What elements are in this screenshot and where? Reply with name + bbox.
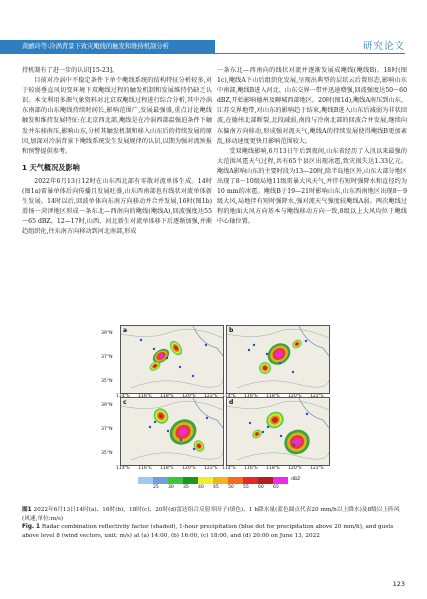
colorbar-segment bbox=[273, 477, 288, 484]
radar-map-panel-b bbox=[226, 325, 330, 394]
colorbar-segment bbox=[243, 477, 258, 484]
paragraph: 受双飑线影响,6月13日午后到夜间,山东省经历了入汛以来最强的大范围风雹天气过程,共有65个县区出现冰雹,致灾损失达1.33亿元。飑线A影响山东的主要时段为13—20时,除半岛地区外,山东大部分地区出现了8～10级局地11级雷暴大风天气,并伴有短时强降水和直径约为10 mm的冰雹。飑线B于19—21时影响山东,山东西南地区出现8～9级大风,局地伴有短时强降水,强对流天气强度较飑线A弱。两次飑线过程的地面大风方向基本与飑线移动方向一致,8级以上大风均位于飑线中心轴位置。 bbox=[217, 147, 407, 226]
longitude-tick: 114°E bbox=[222, 394, 236, 399]
caption-text: Radar combination reflectivity factor (shaded), 1-hour precipitation (blue dot for precipitation above 20 mm/h), and gusts above level 8 (wind vectors, unit: m/s) at (a) 14:00, (b) 16:00, (c) 18:00, and (d) 20:00 on June 13, 2022 bbox=[22, 524, 394, 539]
caption-label: Fig. 1 bbox=[22, 524, 41, 531]
latitude-tick: 39°N bbox=[101, 403, 113, 408]
header-rule bbox=[215, 53, 405, 54]
left-column bbox=[22, 66, 212, 237]
longitude-tick: 118°E bbox=[266, 466, 280, 471]
radar-map-panel-c bbox=[120, 397, 224, 466]
panel-label: b bbox=[229, 327, 234, 334]
colorbar-tick: 60 bbox=[258, 485, 264, 490]
colorbar-tick: 50 bbox=[228, 485, 234, 490]
colorbar-tick: 25 bbox=[153, 485, 159, 490]
paragraph: 目前对冷涡中不稳定条件下单个飑线系统的结构特征分析较多,对于较弱垂直风切变环境下双飑线过程的触发机制和发展维持仍缺乏认识。本文利用多源气象资料对北京双飑线过程进行综合分析,其中冷涡东南部的山东飑线持续时间长,影响范围广,发展最强盛,重点讨论飑线触发和维持发展特征:在北京西北部,飑线是在冷涡西部温强迫条件下触发并东移南压,影响山东,分析其触发机制和移入山东后的持续发展的原因,加深对冷涡背景下飑线系统发生发展规律的认识,以期为强对流预报和预警提供参考。 bbox=[22, 77, 212, 155]
longitude-tick: 114°E bbox=[222, 466, 236, 471]
running-title: 黄鹂玲等:冷涡背景下致灾飑线的触发和维持机制分析 bbox=[22, 43, 169, 50]
colorbar-unit: dBZ bbox=[291, 477, 301, 482]
colorbar-segment bbox=[213, 477, 228, 484]
caption-chinese bbox=[22, 506, 405, 523]
panel-label: d bbox=[229, 399, 234, 406]
longitude-tick: 116°E bbox=[138, 466, 152, 471]
colorbar-tick: 45 bbox=[213, 485, 219, 490]
colorbar-tick: 40 bbox=[198, 485, 204, 490]
figure-caption bbox=[22, 506, 405, 540]
right-column bbox=[217, 66, 407, 228]
longitude-tick: 116°E bbox=[244, 466, 258, 471]
longitude-tick: 122°E bbox=[204, 466, 218, 471]
colorbar-segment bbox=[168, 477, 183, 484]
latitude-tick: 35°N bbox=[101, 379, 113, 384]
longitude-tick: 120°E bbox=[288, 466, 302, 471]
colorbar-segment bbox=[153, 477, 168, 484]
page-number: 123 bbox=[392, 580, 405, 588]
longitude-tick: 122°E bbox=[310, 394, 324, 399]
colorbar-tick: 55 bbox=[243, 485, 249, 490]
section-tag: 研究论文 bbox=[362, 41, 405, 52]
colorbar-tick: 35 bbox=[183, 485, 189, 490]
longitude-tick: 122°E bbox=[204, 394, 218, 399]
longitude-tick: 118°E bbox=[160, 466, 174, 471]
longitude-tick: 118°E bbox=[160, 394, 174, 399]
paragraph: 持机制有了进一步的认识[15-23]。 bbox=[22, 67, 119, 74]
colorbar-ticks bbox=[134, 485, 294, 493]
longitude-tick: 114°E bbox=[116, 394, 130, 399]
radar-figure bbox=[98, 325, 330, 500]
colorbar-segment bbox=[258, 477, 273, 484]
longitude-tick: 116°E bbox=[244, 394, 258, 399]
caption-english bbox=[22, 523, 405, 540]
caption-text: 2022年6月13日14时(a)、16时(b)、18时(c)、20时(d)雷达组合反射率因子(填色)、1 h降水量(蓝色圆点代表20 mm/h以上降水)及8级以上阵风(风速,单位:m/s) bbox=[22, 507, 400, 522]
longitude-tick: 120°E bbox=[182, 394, 196, 399]
caption-label: 图1 bbox=[22, 507, 32, 513]
longitude-tick: 120°E bbox=[288, 394, 302, 399]
latitude-tick: 35°N bbox=[101, 451, 113, 456]
latitude-tick: 37°N bbox=[101, 427, 113, 432]
latitude-tick: 39°N bbox=[101, 331, 113, 336]
section-heading: 1 天气概况及影响 bbox=[22, 162, 80, 172]
panel-label: c bbox=[123, 399, 127, 406]
paragraph: 一条东北—西南向的线状对流并逐渐发展成飑线(飑线B)。18时(图1c),飑线A下山后组织化发展,呈现出典型的层状云后置形态,影响山东中南部,飑线B进入河北、山东交界一带并迅速增强,回波强度达50～60 dBZ,开始影响德州及聊城西部地区。20时(图1d),飑线A南压到山东、江苏交界地带,对山东的影响趋于结束,飑线B进入山东后减弱为非状回波,在德州北部断裂,北段减弱,南段与冷南北部的回波合并发展,继续向东偏南方向移动,形成强对流天气,飑线A的持续发展使得飑线B更加紊乱,移动速度更快且影响范围较大。 bbox=[217, 67, 407, 145]
longitude-tick: 118°E bbox=[266, 394, 280, 399]
paragraph: 2022年6月13日12时在山东西北部有零散对流单体生成。14时(图1a)雷暴单体后向传播且发展旺盛,山东西南部也有线状对流单体新生发展。14时以后,回波单体向东南方向移动并合并发展,16时(图1b)滑扬一菏泽地区形成一条东北—西南向的飑线(飑线A),回波强度达55～65 dBZ。12—17时,山西、河北新生对流单体移下后逐渐加强,并渐趋组织化,往东南方向移动到河北南部,形成 bbox=[22, 177, 212, 236]
panel-label: a bbox=[123, 327, 128, 334]
longitude-tick: 120°E bbox=[182, 466, 196, 471]
colorbar-segment bbox=[198, 477, 213, 484]
colorbar-tick: 30 bbox=[168, 485, 174, 490]
radar-map-panel-d bbox=[226, 397, 330, 466]
colorbar-segment bbox=[138, 477, 153, 484]
radar-map-panel-a bbox=[120, 325, 224, 394]
colorbar-segment bbox=[183, 477, 198, 484]
longitude-tick: 116°E bbox=[138, 394, 152, 399]
longitude-tick: 114°E bbox=[116, 466, 130, 471]
page-header bbox=[0, 0, 427, 62]
colorbar-segment bbox=[228, 477, 243, 484]
longitude-tick: 122°E bbox=[310, 466, 324, 471]
latitude-tick: 37°N bbox=[101, 355, 113, 360]
colorbar bbox=[138, 477, 288, 484]
header-title-bar bbox=[0, 40, 215, 54]
colorbar-tick: 65 bbox=[273, 485, 279, 490]
